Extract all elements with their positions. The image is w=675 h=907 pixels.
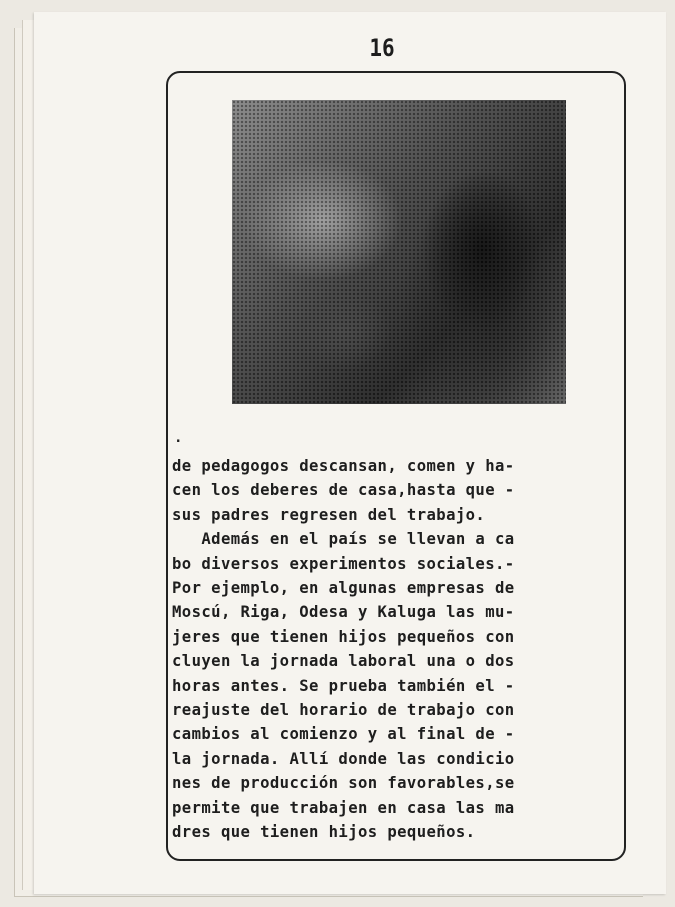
text-line: jeres que tienen hijos pequeños con [172,627,515,646]
text-line: reajuste del horario de trabajo con [172,701,515,720]
body-text [172,454,622,845]
text-line: horas antes. Se prueba también el - [172,676,515,695]
text-line: Además en el país se llevan a ca [172,530,515,549]
text-line: nes de producción son favorables,se [172,774,515,793]
text-line: sus padres regresen del trabajo. [172,505,486,524]
stray-mark: . [174,430,183,446]
photo-icon [232,100,566,404]
text-line: Por ejemplo, en algunas empresas de [172,579,515,598]
text-line: bo diversos experimentos sociales.- [172,554,515,573]
text-line: cambios al comienzo y al final de - [172,725,515,744]
page-number: 16 [369,34,395,62]
text-line: Moscú, Riga, Odesa y Kaluga las mu- [172,603,515,622]
text-line: de pedagogos descansan, comen y ha- [172,457,515,475]
text-line: permite que trabajen en casa las ma [172,798,515,817]
text-line: dres que tienen hijos pequeños. [172,823,476,842]
text-line: la jornada. Allí donde las condicio [172,749,515,768]
text-line: cluyen la jornada laboral una o dos [172,652,515,671]
text-line: cen los deberes de casa,hasta que - [172,481,515,500]
